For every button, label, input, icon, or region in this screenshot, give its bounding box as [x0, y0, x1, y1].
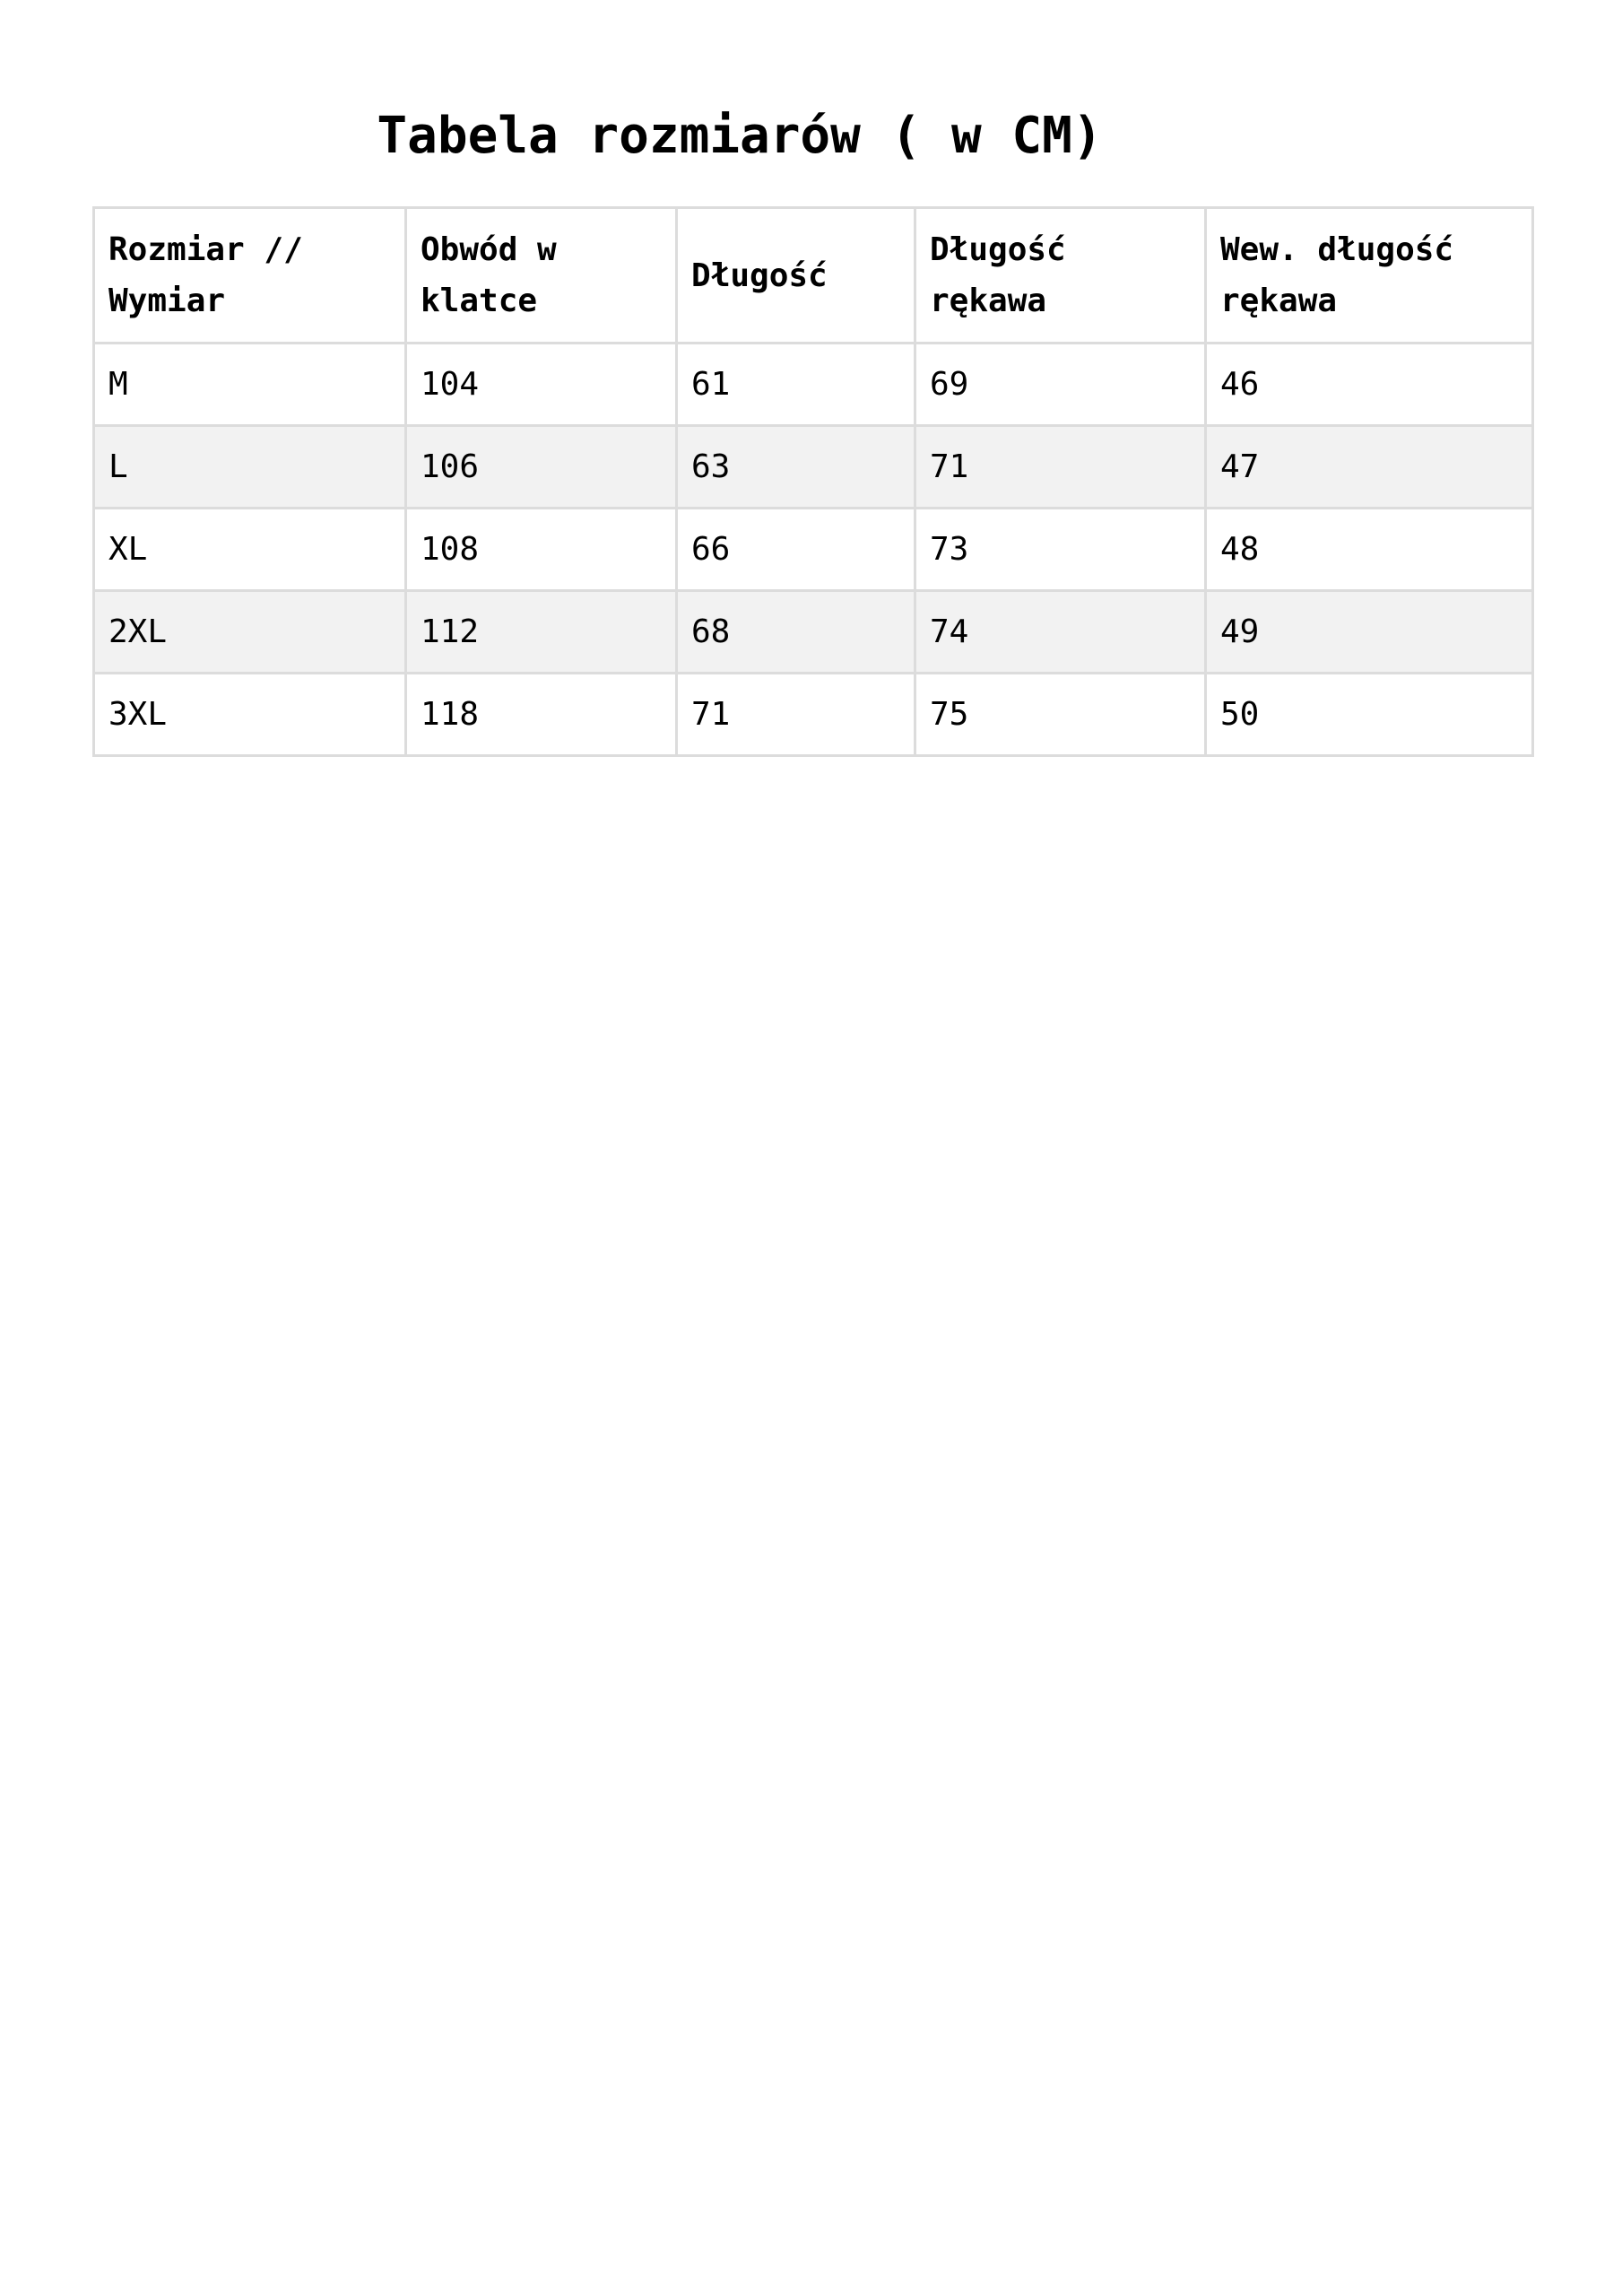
cell-length: 63: [677, 426, 915, 509]
cell-sleeve-length: 69: [915, 344, 1206, 426]
cell-length: 61: [677, 344, 915, 426]
cell-chest: 112: [406, 591, 677, 674]
table-header-row: [94, 208, 1533, 344]
cell-sleeve-length: 73: [915, 509, 1206, 591]
header-inner-sleeve-length: Wew. długość rękawa: [1206, 208, 1533, 344]
cell-inner-sleeve-length: 50: [1206, 674, 1533, 756]
header-length: Długość: [677, 208, 915, 344]
size-chart-table: [92, 206, 1534, 757]
cell-sleeve-length: 75: [915, 674, 1206, 756]
header-sleeve-length: Długość rękawa: [915, 208, 1206, 344]
table-row: [94, 426, 1533, 509]
table-row: [94, 344, 1533, 426]
cell-size: 2XL: [94, 591, 406, 674]
cell-chest: 118: [406, 674, 677, 756]
cell-chest: 108: [406, 509, 677, 591]
cell-sleeve-length: 71: [915, 426, 1206, 509]
cell-chest: 104: [406, 344, 677, 426]
table-row: [94, 674, 1533, 756]
table-row: [94, 509, 1533, 591]
cell-length: 68: [677, 591, 915, 674]
header-size: Rozmiar // Wymiar: [94, 208, 406, 344]
cell-inner-sleeve-length: 46: [1206, 344, 1533, 426]
cell-size: L: [94, 426, 406, 509]
cell-chest: 106: [406, 426, 677, 509]
cell-length: 66: [677, 509, 915, 591]
cell-inner-sleeve-length: 49: [1206, 591, 1533, 674]
cell-size: XL: [94, 509, 406, 591]
cell-sleeve-length: 74: [915, 591, 1206, 674]
cell-inner-sleeve-length: 48: [1206, 509, 1533, 591]
cell-size: 3XL: [94, 674, 406, 756]
cell-inner-sleeve-length: 47: [1206, 426, 1533, 509]
cell-size: M: [94, 344, 406, 426]
cell-length: 71: [677, 674, 915, 756]
page-title: Tabela rozmiarów ( w CM): [377, 107, 1103, 165]
header-chest: Obwód w klatce: [406, 208, 677, 344]
table-row: [94, 591, 1533, 674]
